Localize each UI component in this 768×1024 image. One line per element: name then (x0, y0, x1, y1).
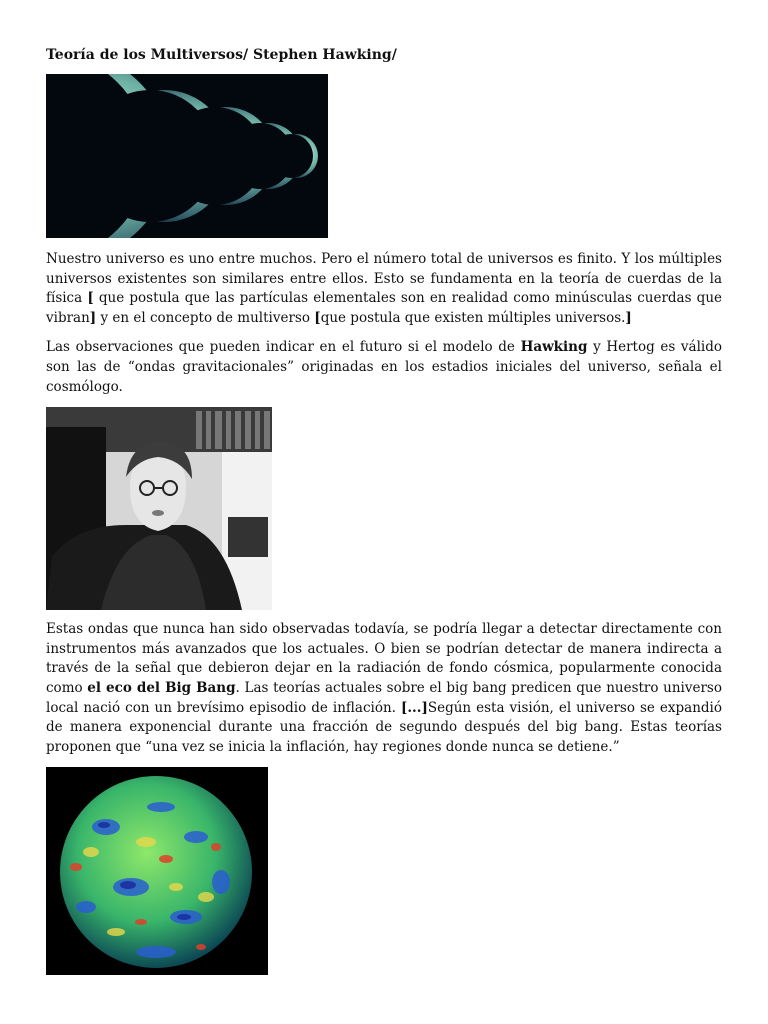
multiverse-planets-image (46, 74, 328, 238)
hawking-portrait-image (46, 407, 272, 610)
document-page (46, 44, 722, 975)
cosmic-background-sphere-image (46, 767, 268, 975)
paragraph-3: Estas ondas que nunca han sido observadas todavía, se podría llegar a detectar directamente con instrumentos más avanzados que los actuales. O bien se podrían detectar de manera indirecta a través de la señal que debieron dejar en la radiación de fondo cósmica, popularmente conocida como el eco del Big Bang. Las teorías actuales sobre el big bang predicen que nuestro universo local nació con un brevísimo episodio de inflación. [...]Según esta visión, el universo se expandió de manera exponencial durante una fracción de segundo después del big bang. Estas teorías proponen que “una vez se inicia la inflación, hay regiones donde nunca se detiene.” (46, 621, 722, 755)
paragraph-1: Nuestro universo es uno entre muchos. Pero el número total de universos es finito. Y los múltiples universos existentes son similares entre ellos. Esto se fundamenta en la teoría de cuerdas de la física [ que postula que las partículas elementales son en realidad como minúsculas cuerdas que vibran] y en el concepto de multiverso [que postula que existen múltiples universos.] (46, 251, 723, 326)
paragraph-2: Las observaciones que pueden indicar en el futuro si el modelo de Hawking y Hertog es válido son las de “ondas gravitacionales” originadas en los estadios iniciales del universo, señala el cosmólogo. (46, 339, 723, 395)
document-title: Teoría de los Multiversos/ Stephen Hawking/ (46, 47, 397, 63)
